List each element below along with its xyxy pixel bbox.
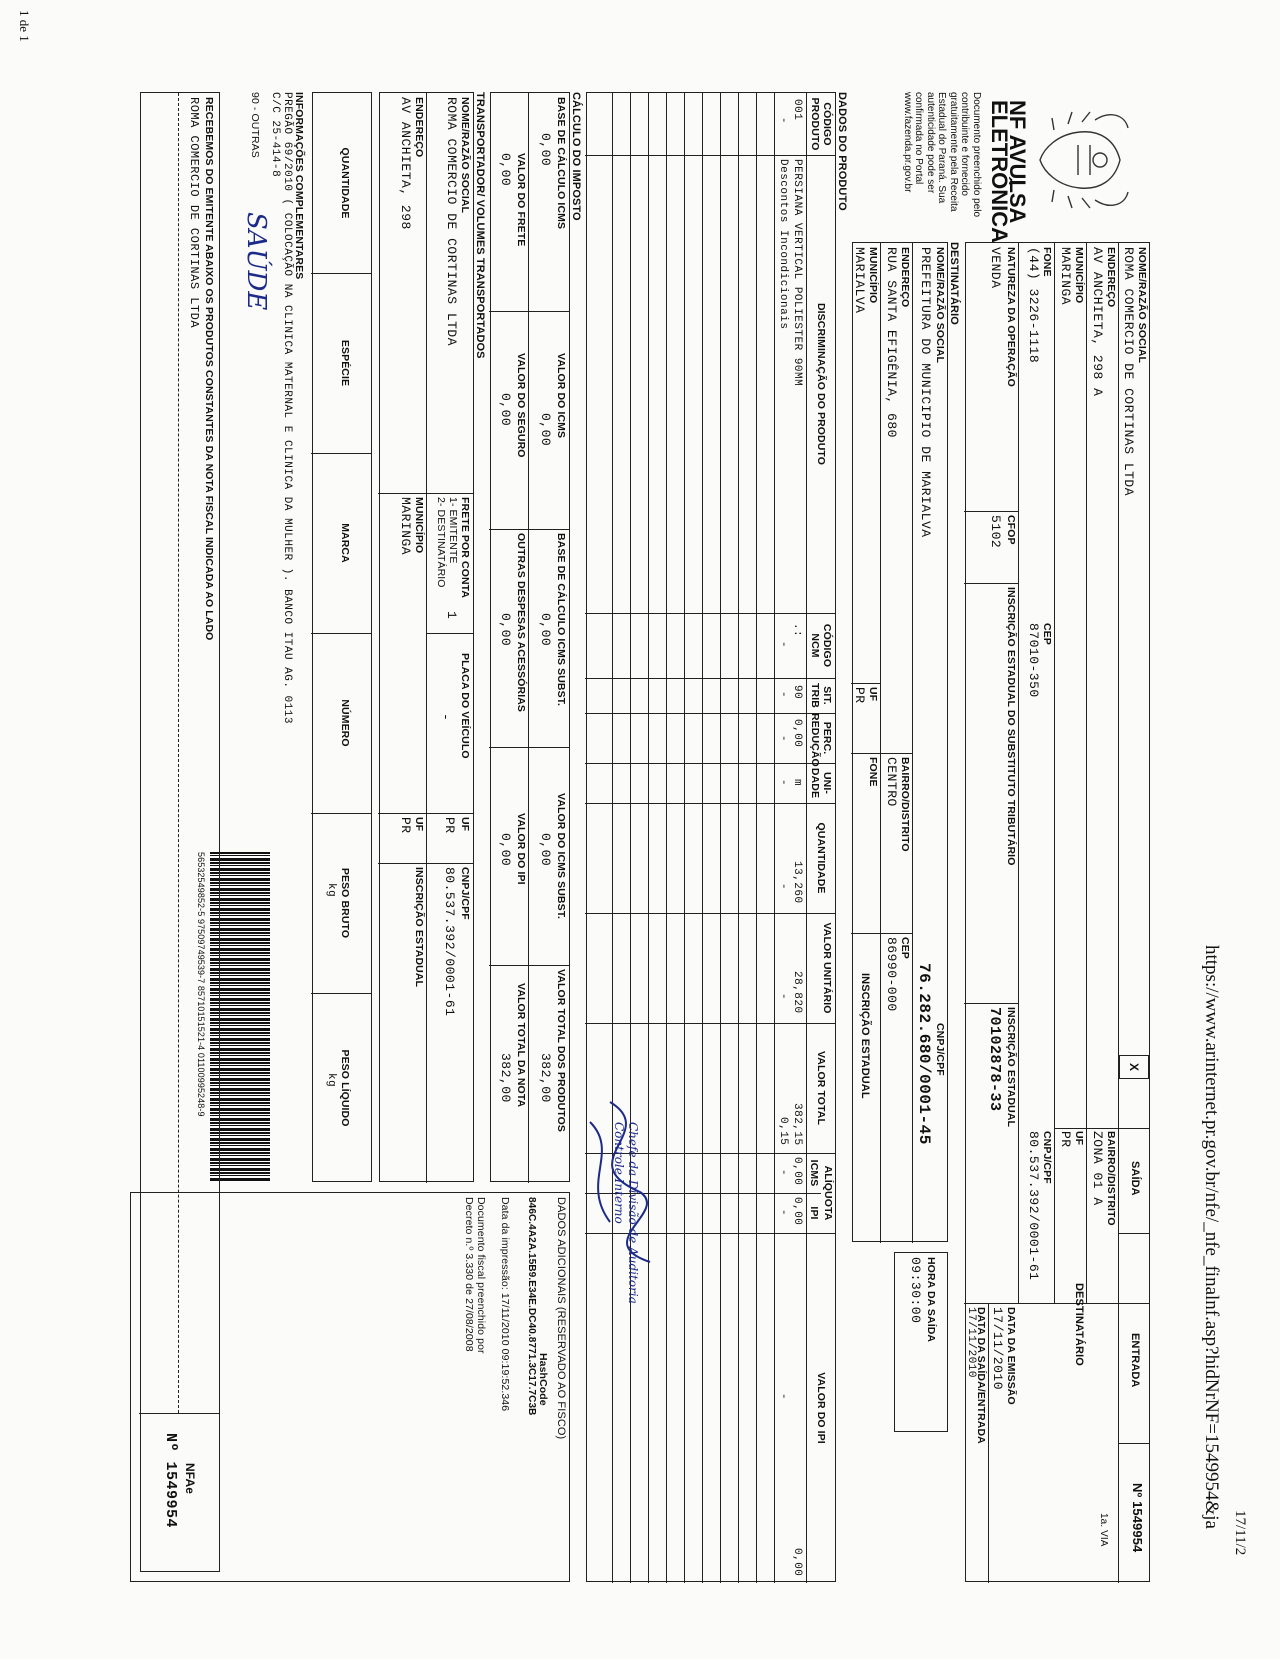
form-line: [1119, 1443, 1149, 1444]
emitente-data-emissao-label: DATA DA EMISSÃO: [1005, 1307, 1017, 1405]
header-notice-5: confirmada no Portal: [913, 92, 925, 185]
form-line: [851, 933, 913, 934]
produtos-rows-0-qtd: 13,260: [791, 861, 803, 904]
title-line2: ELETRÔNICA: [987, 100, 1012, 243]
transportador-frete: 1: [444, 611, 459, 620]
form-line: [612, 93, 613, 1583]
fisco-stamp-line2: Controle Interno: [612, 1122, 626, 1224]
destinatario-endereco-label: ENDEREÇO: [899, 247, 911, 308]
destinatario-municipio: MARIALVA: [852, 247, 867, 314]
emitente-nome-label: NOME/RAZÃO SOCIAL: [1136, 247, 1148, 364]
header-notice-1: contribuinte e fornecido: [959, 92, 971, 196]
imposto-valor-icms: 0,00: [538, 413, 553, 447]
emitente-nome: ROMA COMERCIO DE CORTINAS LTDA: [1121, 247, 1136, 497]
transportador-peso-liquido-label: PESO LÍQUIDO: [339, 1049, 351, 1127]
emitente-data-emissao: 17/11/2010: [990, 1307, 1005, 1391]
destinatario-cnpj-label: CNPJ/CPF: [934, 1023, 946, 1076]
imposto-base-icms-label: BASE DE CÁLCULO ICMS: [555, 97, 567, 230]
fisco-impressao: Data da impressão: 17/11/2010 09:19:52.346: [499, 1197, 511, 1412]
destinatario-ie-label: INSCRIÇÃO ESTADUAL: [859, 973, 871, 1099]
produtos-rows-0-ipi: 0,00: [791, 1197, 803, 1226]
fisco-hash: 846C.4A2A.15B9.E34E.DC40.8771.3C17.7C3B: [526, 1197, 537, 1416]
form-line: [738, 93, 739, 1583]
produtos-rows-0-descricao: PERSIANA VERTICAL POLIESTER 90MM: [791, 159, 803, 387]
fisco-label: DADOS ADICIONAIS (RESERVADO AO FISCO): [555, 1197, 567, 1440]
transportador-section: TRANSPORTADOR/ VOLUMES TRANSPORTADOS: [474, 92, 486, 359]
form-line: [585, 913, 835, 914]
form-line: [585, 713, 835, 714]
imposto-ipi: 0,00: [498, 833, 513, 867]
emitente-cnpj: 80.537.392/0001-61: [1026, 1131, 1041, 1281]
transportador-peso-bruto-label: PESO BRUTO: [339, 867, 351, 939]
produtos-headers-ipi: IPI: [808, 1206, 820, 1220]
form-line: [1119, 1233, 1149, 1234]
destinatario-cep: 86990-000: [884, 937, 899, 1012]
form-line: [964, 511, 1019, 512]
form-line: [851, 683, 881, 684]
produtos-headers-icms: ICMS: [808, 1159, 820, 1187]
recibo-text: RECEBEMOS DO EMITENTE ABAIXO OS PRODUTOS CONSTANTES DA NOTA FISCAL INDICADA AO LADO: [203, 97, 215, 641]
produtos-rows-0-perc: 0,00: [791, 719, 803, 748]
destinatario-fone-label: FONE: [867, 757, 879, 787]
form-line: [720, 93, 721, 1583]
transportador-frete-op2: 2- DESTINATÁRIO: [435, 497, 447, 588]
title-line1: NF AVULSA: [1005, 100, 1030, 224]
transportador-municipio-label: MUNICÍPIO: [413, 497, 425, 554]
form-line: [1018, 243, 1019, 1303]
emitente-cfop: 5102: [988, 515, 1003, 549]
transportador-uf-label: UF: [413, 817, 425, 832]
produtos-headers-ncm: CÓDIGO NCM: [809, 623, 833, 668]
form-line: [964, 1003, 1019, 1004]
imposto-frete-label: VALOR DO FRETE: [515, 153, 527, 247]
transportador-frete-label: FRETE POR CONTA: [459, 497, 471, 599]
produtos-headers-codigo: CÓDIGO PRODUTO: [809, 97, 833, 151]
form-line: [988, 1303, 989, 1583]
form-line: [1118, 243, 1119, 1583]
emitente-data-saida: 17/11/2010: [965, 1307, 977, 1379]
produtos-rows-1-ncm: -: [777, 641, 789, 649]
form-line: [702, 93, 703, 1583]
transportador-cnpj: 80.537.392/0001-61: [442, 867, 457, 1017]
destinatario-nome: PREFEITURA DO MUNICIPIO DE MARIALVA: [918, 247, 933, 538]
destinatario-box: [852, 242, 948, 1242]
destinatario-endereco: RUA SANTA EFIGÊNIA, 680: [884, 247, 899, 438]
produtos-rows-0-sit: 90: [791, 685, 803, 700]
transportador-uf2: PR: [398, 817, 413, 834]
produtos-rows-1-perc: -: [777, 735, 789, 743]
header-notice-3: Estadual do Paraná. Sua: [936, 92, 948, 204]
invoice-form: [130, 92, 1150, 1592]
imposto-ipi-label: VALOR DO IPI: [515, 813, 527, 885]
fisco-stamp-line1: Chefe da Divisão de Auditoria: [626, 1122, 640, 1304]
emitente-ie: 70102878-33: [986, 1007, 1003, 1112]
produtos-headers-perc: PERC. REDUÇÃO: [809, 713, 833, 767]
transportador-endereco-label: ENDEREÇO: [413, 97, 425, 158]
imposto-outras: 0,00: [498, 613, 513, 647]
form-line: [1055, 1128, 1149, 1129]
imposto-base-subst: 0,00: [538, 613, 553, 647]
form-line: [756, 93, 757, 1583]
destinatario-cep-label: CEP: [899, 937, 911, 959]
produtos-headers-unidade: UNI- DADE: [809, 767, 833, 799]
header-destinatario-label: DESTINATÁRIO: [1073, 1283, 1085, 1366]
transportador-peso-bruto: kg: [325, 883, 337, 898]
produtos-rows-0-total: 382,15: [791, 1103, 803, 1146]
transportador-municipio: MARINGA: [398, 497, 413, 556]
form-line: [178, 93, 179, 1413]
produtos-headers-valor-ipi: VALOR DO IPI: [815, 1372, 827, 1444]
header-notice-4: autenticidade pode ser: [925, 92, 936, 194]
destinatario-nome-label: NOME/RAZÃO SOCIAL: [934, 247, 946, 364]
nf-numero: [1130, 1483, 1145, 1552]
header-notice-2: gratuitamente pela Receita: [948, 92, 959, 212]
form-line: [528, 93, 529, 1183]
produtos-rows-0-unit: 28,820: [791, 971, 803, 1014]
form-line: [378, 813, 473, 814]
emitente-cep: 87010-350: [1026, 623, 1041, 698]
form-line: [489, 529, 569, 530]
form-line: [585, 155, 835, 156]
form-line: [139, 1413, 219, 1414]
header-numero: 1549954: [1130, 1501, 1145, 1553]
form-line: [489, 965, 569, 966]
header-notice-0: Documento preenchido pelo: [971, 92, 982, 218]
complementares-line2: C/C 25-414-8: [269, 92, 281, 178]
form-line: [489, 311, 569, 312]
form-line: [427, 633, 473, 634]
emitente-ie-label: INSCRIÇÃO ESTADUAL: [1005, 1007, 1017, 1128]
form-line: [585, 678, 835, 679]
print-url: https://www.arinternet.pr.gov.br/nfe/_nfe_finalnf.asp?hidNrNF=1549954&ja: [1201, 945, 1222, 1529]
volumes-box: [312, 92, 372, 1182]
imposto-base-subst-label: BASE DE CÁLCULO ICMS SUBST.: [555, 533, 567, 707]
fisco-barcode-digits: 56532549852-5 97509749539-7 85710151521-4 01100995248-9: [196, 852, 206, 1117]
transportador-cnpj-label: CNPJ/CPF: [459, 867, 471, 920]
transportador-peso-liquido: kg: [325, 1073, 337, 1088]
destinatario-section: DESTINATÁRIO: [948, 242, 960, 325]
transportador-uf: PR: [442, 817, 457, 834]
saida-x: [1119, 1055, 1149, 1079]
emitente-bairro-label: BAIRRO/DISTRITO: [1105, 1131, 1117, 1226]
emitente-ie-subst-label: INSCRIÇÃO ESTADUAL DO SUBSTITUTO TRIBUTÁRIO: [1005, 587, 1017, 866]
recibo-numero: Nº 1549954: [162, 1433, 179, 1529]
form-line: [964, 1303, 1149, 1304]
form-line: [666, 93, 667, 1583]
recibo-box: [140, 92, 220, 1572]
produtos-rows-1-descricao: Descontos Incondicionais: [777, 159, 789, 330]
form-line: [806, 93, 807, 1583]
produtos-rows-1-icms: -: [777, 1169, 789, 1177]
header-via: 1a. VIA: [1098, 1513, 1109, 1547]
emitente-uf-label: UF: [1073, 1131, 1085, 1146]
imposto-section: CÁLCULO DO IMPOSTO: [570, 92, 582, 221]
produtos-headers-total: VALOR TOTAL: [815, 1050, 827, 1125]
imposto-total-produtos-label: VALOR TOTAL DOS PRODUTOS: [555, 969, 567, 1133]
form-line: [585, 763, 835, 764]
emitente-fone-label: FONE: [1041, 247, 1053, 277]
transportador-numero-label: NÚMERO: [339, 699, 351, 747]
header-saida-label: SAÍDA: [1129, 1161, 1141, 1196]
header-notice-6: www.fazenda.pr.gov.br: [902, 92, 913, 193]
emitente-cfop-label: CFOP: [1005, 515, 1017, 545]
complementares-cfop-code: 90 - OUTRAS: [249, 92, 261, 158]
produtos-rows-0-unidade: m: [791, 779, 803, 787]
imposto-seguro: 0,00: [498, 393, 513, 427]
emitente-cnpj-label: CNPJ/CPF: [1041, 1131, 1053, 1184]
imposto-base-icms: 0,00: [538, 133, 553, 167]
form-line: [684, 93, 685, 1583]
produtos-section: DADOS DO PRODUTO: [836, 92, 848, 211]
form-line: [912, 243, 913, 1243]
emitente-data-saida-label: DATA DA SAÍDA/ENTRADA: [975, 1307, 987, 1444]
header-x-mark: X: [1127, 1062, 1141, 1072]
form-line: [378, 863, 473, 864]
imposto-outras-label: OUTRAS DESPESAS ACESSÓRIAS: [515, 533, 527, 712]
imposto-valor-icms-label: VALOR DO ICMS: [555, 353, 567, 439]
notice-text: [902, 92, 983, 242]
produtos-headers-descricao: DISCRIMINAÇÃO DO PRODUTO: [815, 302, 827, 466]
transportador-ie-label: INSCRIÇÃO ESTADUAL: [413, 867, 425, 988]
form-line: [489, 747, 569, 748]
form-line: [880, 243, 881, 1243]
emitente-hora-saida: 09:30:00: [908, 1257, 923, 1324]
imposto-valor-subst-label: VALOR DO ICMS SUBST.: [555, 793, 567, 920]
emitente-endereco-label: ENDEREÇO: [1105, 247, 1117, 308]
auditoria-stamp: [560, 1092, 680, 1304]
produtos-rows-1-codigo: -: [777, 117, 789, 125]
transportador-placa-label: PLACA DO VEÍCULO: [459, 653, 471, 759]
handwritten-saude: SAÚDE: [241, 212, 271, 311]
header-entrada-label: ENTRADA: [1129, 1333, 1141, 1388]
produtos-rows-0-icms: 0,00: [791, 1157, 803, 1186]
produtos-headers-qtd: QUANTIDADE: [815, 822, 827, 894]
complementares-label: INFORMAÇÕES COMPLEMENTARES: [293, 92, 305, 280]
imposto-total-produtos: 382,00: [538, 1053, 553, 1103]
transportador-nome: ROMA COMERCIO DE CORTINAS LTDA: [444, 97, 459, 347]
title-block: [987, 92, 1150, 243]
produtos-rows-1-sit: -: [777, 691, 789, 699]
form-line: [964, 583, 1019, 584]
transportador-marca-label: MARCA: [339, 523, 351, 563]
imposto-valor-subst: 0,00: [538, 833, 553, 867]
header-numero-label: Nº: [1130, 1483, 1145, 1498]
produtos-rows-1-qtd: -: [777, 883, 789, 891]
form-line: [648, 93, 649, 1583]
produtos-headers-sit: SIT. TRIB: [809, 683, 833, 708]
recibo-nome: ROMA COMERCIO DE CORTINAS LTDA: [187, 97, 201, 329]
produtos-rows-1-total: 0,15: [777, 1117, 789, 1146]
complementares-line1: PREGÃO 69/2010 ( COLOCAÇÃO NA CLINICA MATERNAL E CLINICA DA MULHER ). BANCO ITAU AG. 0113: [281, 92, 293, 724]
fisco-doc-line2: Decreto n.º 3.330 de 27/08/2008: [463, 1197, 475, 1352]
recibo-nfae: NFAe: [183, 1463, 197, 1495]
produtos-headers-aliquota: ALÍQUOTA: [822, 1165, 834, 1221]
produtos-rows-1-unit: -: [777, 993, 789, 1001]
transportador-placa: -: [438, 713, 453, 722]
emitente-hora-saida-label: HORA DA SAÍDA: [925, 1257, 937, 1343]
form-line: [590, 1122, 610, 1222]
form-line: [1086, 243, 1087, 1303]
produtos-rows-1-ipi: -: [777, 1209, 789, 1217]
emitente-municipio: MARINGA: [1058, 247, 1073, 306]
transportador-uf-label: UF: [459, 817, 471, 832]
form-line: [630, 93, 631, 1583]
emitente-cep-label: CEP: [1041, 623, 1053, 645]
transportador-especie-label: ESPÉCIE: [339, 339, 351, 387]
emitente-municipio-label: MUNICÍPIO: [1073, 247, 1085, 304]
emitente-natureza: VENDA: [988, 247, 1003, 289]
form-line: [881, 753, 913, 754]
transportador-endereco: AV ANCHIETA, 298: [398, 97, 413, 230]
produtos-table: [586, 92, 836, 1582]
form-line: [851, 753, 881, 754]
imposto-total-nota-label: VALOR TOTAL DA NOTA: [515, 983, 527, 1108]
produtos-rows-1-unidade: -: [777, 779, 789, 787]
transportador-box: [379, 92, 474, 1182]
destinatario-uf-label: UF: [867, 687, 879, 702]
form-line: [774, 93, 775, 1583]
produtos-headers-unit: VALOR UNITÁRIO: [821, 922, 833, 1014]
produtos-rows-0-codigo: 001: [791, 99, 803, 121]
fisco-doc-line1: Documento fiscal preenchido por: [475, 1197, 487, 1354]
print-date: 17/11/2: [1232, 1510, 1248, 1556]
emitente-natureza-label: NATUREZA DA OPERAÇÃO: [1005, 247, 1017, 387]
destinatario-bairro: CENTRO: [884, 757, 899, 807]
imposto-total-nota: 382,00: [498, 1053, 513, 1103]
form-line: [378, 493, 473, 494]
emitente-bairro: ZONA 01 A: [1090, 1131, 1105, 1206]
form-line: [1054, 243, 1055, 1303]
produtos-rows-0-valor-ipi: 0,00: [791, 1548, 803, 1577]
form-line: [585, 1023, 835, 1024]
imposto-frete: 0,00: [498, 153, 513, 187]
transportador-quantidade-label: QUANTIDADE: [339, 147, 351, 219]
imposto-box: [490, 92, 570, 1182]
page-counter: 1 de 1: [17, 10, 32, 42]
destinatario-municipio-label: MUNICÍPIO: [867, 247, 879, 304]
transportador-frete-op1: 1- EMITENTE: [447, 497, 459, 564]
form-line: [426, 93, 427, 1183]
emitente-endereco: AV ANCHIETA, 298 A: [1090, 247, 1105, 397]
destinatario-cnpj: 76.282.680/0001-45: [915, 963, 933, 1145]
emitente-box: [965, 242, 1150, 1582]
produtos-rows-0-ncm: .:: [791, 623, 803, 638]
transportador-nome-label: NOME/RAZÃO SOCIAL: [459, 97, 471, 214]
destinatario-bairro-label: BAIRRO/DISTRITO: [899, 757, 911, 852]
produtos-rows-1-valor-ipi: -: [777, 1393, 789, 1401]
imposto-seguro-label: VALOR DO SEGURO: [515, 353, 527, 458]
hora-box: [894, 1252, 948, 1432]
emitente-uf: PR: [1058, 1131, 1073, 1148]
fisco-hash-label: HashCode: [537, 1353, 549, 1406]
form-line: [585, 803, 835, 804]
destinatario-uf: PR: [852, 687, 867, 704]
form-line: [585, 613, 835, 614]
emitente-fone: (44) 3226-1118: [1026, 247, 1041, 364]
